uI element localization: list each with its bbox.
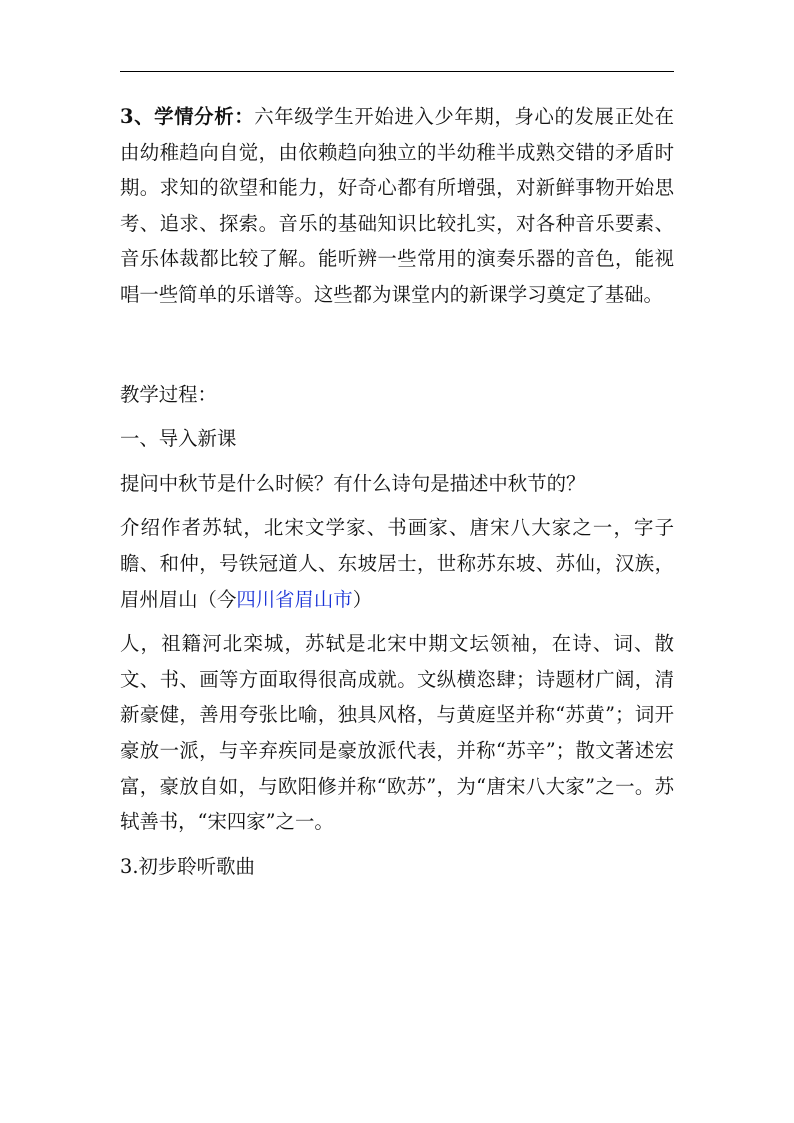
document-body (120, 99, 674, 884)
analysis-text: 六年级学生开始进入少年期，身心的发展正处在由幼稚趋向自觉，由依赖趋向独立的半幼稚半成熟交错的矛盾时期。求知的欲望和能力，好奇心都有所增强，对新鲜事物开始思考、追求、探索。音乐的基础知识比较扎实，对各种音乐要素、音乐体裁都比较了解。能听辨一些常用的演奏乐器的音色，能视唱一些简单的乐谱等。这些都为课堂内的新课学习奠定了基础。 (120, 105, 674, 306)
step-3-heading: 3.初步聆听歌曲 (120, 854, 255, 878)
author-continue-paragraph: 人，祖籍河北栾城，苏轼是北宋中期文坛领袖，在诗、词、散文、书、画等方面取得很高成就。文纵横恣肆；诗题材广阔，清新豪健，善用夸张比喻，独具风格，与黄庭坚并称“苏黄”；词开豪放一派，与辛弃疾同是豪放派代表，并称“苏辛”；散文著述宏富，豪放自如，与欧阳修并称“欧苏”，为“唐宋八大家”之一。苏轼善书，“宋四家”之一。 (120, 632, 674, 834)
author-intro-paragraph (120, 510, 674, 617)
author-intro-text: 介绍作者苏轼，北宋文学家、书画家、唐宋八大家之一，字子瞻、和仲，号铁冠道人、东坡居士，世称苏东坡、苏仙，汉族，眉州眉山（今 (120, 516, 674, 611)
header-rule (120, 71, 674, 72)
section-title-intro: 一、导入新课 (120, 427, 237, 451)
location-link[interactable]: 四川省眉山市 (236, 587, 353, 611)
author-intro-closing: ） (352, 587, 373, 611)
analysis-heading: 3、学情分析： (120, 105, 255, 128)
question-paragraph: 提问中秋节是什么时候？有什么诗句是描述中秋节的？ (120, 471, 586, 495)
process-title: 教学过程： (120, 382, 217, 406)
analysis-paragraph (120, 99, 674, 313)
